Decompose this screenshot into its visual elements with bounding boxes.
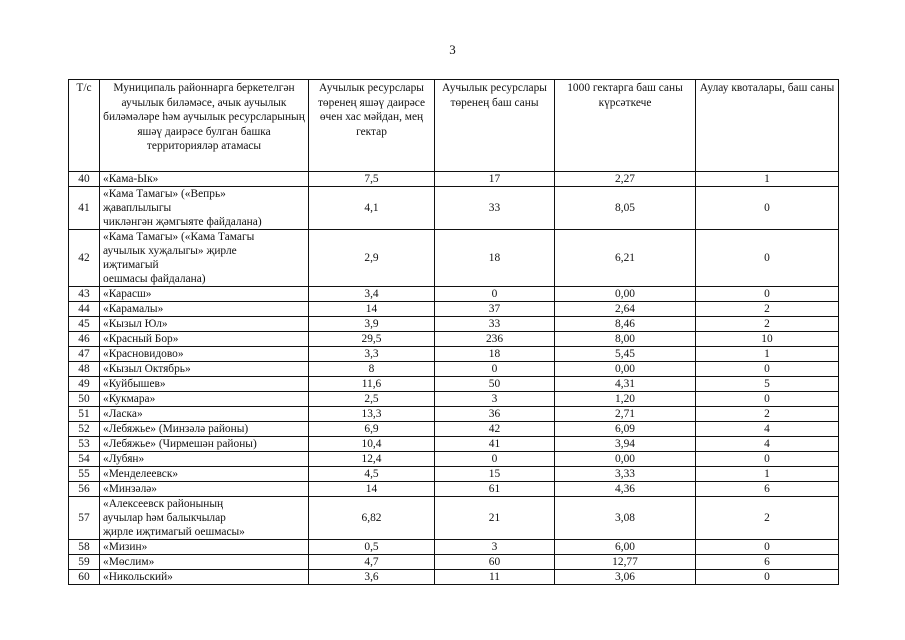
row-density: 4,36 (555, 482, 696, 497)
row-number: 53 (69, 437, 100, 452)
row-territory-name: «Красновидово» (100, 347, 309, 362)
row-area: 6,9 (309, 422, 435, 437)
row-number: 58 (69, 540, 100, 555)
row-density: 0,00 (555, 287, 696, 302)
row-head-count: 3 (435, 540, 555, 555)
table-row (69, 187, 839, 230)
table-row (69, 467, 839, 482)
row-density: 5,45 (555, 347, 696, 362)
row-head-count: 21 (435, 497, 555, 540)
row-territory-name: «Кукмара» (100, 392, 309, 407)
row-quota: 1 (696, 467, 839, 482)
row-number: 57 (69, 497, 100, 540)
row-number: 43 (69, 287, 100, 302)
row-head-count: 37 (435, 302, 555, 317)
row-head-count: 33 (435, 317, 555, 332)
row-area: 8 (309, 362, 435, 377)
table-row (69, 172, 839, 187)
table-row (69, 377, 839, 392)
row-head-count: 41 (435, 437, 555, 452)
table-row (69, 347, 839, 362)
row-density: 3,06 (555, 570, 696, 585)
row-territory-name: «Карамалы» (100, 302, 309, 317)
row-territory-name: «Алексеевск районының аучылар һәм балыкчылар җирле иҗтимагый оешмасы» (100, 497, 309, 540)
row-territory-name: «Лебяжье» (Чирмешән районы) (100, 437, 309, 452)
row-territory-name: «Мөслим» (100, 555, 309, 570)
row-number: 49 (69, 377, 100, 392)
row-number: 46 (69, 332, 100, 347)
row-number: 56 (69, 482, 100, 497)
row-area: 0,5 (309, 540, 435, 555)
row-area: 3,6 (309, 570, 435, 585)
table-row (69, 437, 839, 452)
row-head-count: 33 (435, 187, 555, 230)
row-density: 8,46 (555, 317, 696, 332)
row-area: 10,4 (309, 437, 435, 452)
table-row (69, 422, 839, 437)
row-density: 4,31 (555, 377, 696, 392)
row-number: 44 (69, 302, 100, 317)
row-head-count: 18 (435, 230, 555, 287)
header-territory-name: Муниципаль районнарга беркетелгән аучылык биләмәсе, ачык аучылык биләмәләре һәм аучылык ресурсларының яшәү даирәсе булган башка территорияләр атамасы (100, 80, 309, 172)
table-row (69, 317, 839, 332)
row-quota: 4 (696, 437, 839, 452)
row-territory-name: «Кызыл Юл» (100, 317, 309, 332)
header-quota: Аулау квоталары, баш саны (696, 80, 839, 172)
row-territory-name: «Никольский» (100, 570, 309, 585)
row-area: 14 (309, 302, 435, 317)
table-row (69, 287, 839, 302)
table-row (69, 540, 839, 555)
table-row (69, 497, 839, 540)
table-row (69, 362, 839, 377)
header-area: Аучылык ресурслары төренең яшәү даирәсе өчен хас мәйдан, мең гектар (309, 80, 435, 172)
row-area: 2,5 (309, 392, 435, 407)
row-territory-name: «Лебяжье» (Минзәлә районы) (100, 422, 309, 437)
row-head-count: 0 (435, 452, 555, 467)
row-head-count: 236 (435, 332, 555, 347)
row-quota: 0 (696, 287, 839, 302)
row-density: 3,94 (555, 437, 696, 452)
row-head-count: 61 (435, 482, 555, 497)
row-quota: 0 (696, 362, 839, 377)
row-quota: 4 (696, 422, 839, 437)
header-number: Т/с (69, 80, 100, 172)
row-territory-name: «Кама-Ык» (100, 172, 309, 187)
row-number: 40 (69, 172, 100, 187)
row-territory-name: «Минзәлә» (100, 482, 309, 497)
header-density: 1000 гектарга баш саны күрсәткече (555, 80, 696, 172)
row-area: 3,4 (309, 287, 435, 302)
row-territory-name: «Карасш» (100, 287, 309, 302)
row-quota: 2 (696, 497, 839, 540)
row-quota: 2 (696, 407, 839, 422)
row-head-count: 3 (435, 392, 555, 407)
row-density: 8,05 (555, 187, 696, 230)
row-number: 41 (69, 187, 100, 230)
table-body (69, 172, 839, 585)
row-territory-name: «Менделеевск» (100, 467, 309, 482)
row-number: 50 (69, 392, 100, 407)
row-territory-name: «Куйбышев» (100, 377, 309, 392)
row-number: 54 (69, 452, 100, 467)
table-row (69, 302, 839, 317)
row-head-count: 18 (435, 347, 555, 362)
row-area: 13,3 (309, 407, 435, 422)
row-density: 12,77 (555, 555, 696, 570)
row-head-count: 60 (435, 555, 555, 570)
row-territory-name: «Ласка» (100, 407, 309, 422)
row-number: 55 (69, 467, 100, 482)
row-head-count: 0 (435, 362, 555, 377)
row-density: 6,00 (555, 540, 696, 555)
header-head-count: Аучылык ресурслары төренең баш саны (435, 80, 555, 172)
table-row (69, 407, 839, 422)
row-number: 51 (69, 407, 100, 422)
table-header-row (69, 80, 839, 172)
row-quota: 1 (696, 347, 839, 362)
row-number: 59 (69, 555, 100, 570)
row-area: 2,9 (309, 230, 435, 287)
row-quota: 2 (696, 317, 839, 332)
row-area: 3,9 (309, 317, 435, 332)
row-density: 0,00 (555, 362, 696, 377)
row-density: 3,08 (555, 497, 696, 540)
row-quota: 5 (696, 377, 839, 392)
row-area: 4,1 (309, 187, 435, 230)
row-number: 42 (69, 230, 100, 287)
row-density: 2,71 (555, 407, 696, 422)
row-area: 29,5 (309, 332, 435, 347)
row-head-count: 11 (435, 570, 555, 585)
row-number: 52 (69, 422, 100, 437)
row-area: 11,6 (309, 377, 435, 392)
table-row (69, 452, 839, 467)
row-head-count: 50 (435, 377, 555, 392)
page-number: 3 (449, 42, 456, 57)
row-quota: 0 (696, 392, 839, 407)
row-head-count: 15 (435, 467, 555, 482)
row-quota: 0 (696, 570, 839, 585)
row-territory-name: «Кама Тамагы» («Вепрь» җаваплылыгы чикләнгән җәмгыяте файдалана) (100, 187, 309, 230)
table-row (69, 230, 839, 287)
table-row (69, 555, 839, 570)
row-head-count: 36 (435, 407, 555, 422)
row-quota: 0 (696, 230, 839, 287)
row-number: 45 (69, 317, 100, 332)
row-head-count: 17 (435, 172, 555, 187)
table-row (69, 332, 839, 347)
row-density: 2,27 (555, 172, 696, 187)
row-territory-name: «Мизин» (100, 540, 309, 555)
row-number: 47 (69, 347, 100, 362)
row-area: 3,3 (309, 347, 435, 362)
row-number: 60 (69, 570, 100, 585)
row-territory-name: «Красный Бор» (100, 332, 309, 347)
row-quota: 0 (696, 540, 839, 555)
row-area: 6,82 (309, 497, 435, 540)
row-territory-name: «Лубян» (100, 452, 309, 467)
row-territory-name: «Кама Тамагы» («Кама Тамагы аучылык хуҗалыгы» җирле иҗтимагый оешмасы файдалана) (100, 230, 309, 287)
row-number: 48 (69, 362, 100, 377)
row-territory-name: «Кызыл Октябрь» (100, 362, 309, 377)
row-quota: 0 (696, 187, 839, 230)
hunting-quota-table (68, 79, 839, 585)
row-head-count: 42 (435, 422, 555, 437)
row-density: 8,00 (555, 332, 696, 347)
table-row (69, 570, 839, 585)
row-head-count: 0 (435, 287, 555, 302)
row-area: 14 (309, 482, 435, 497)
row-area: 7,5 (309, 172, 435, 187)
table-row (69, 482, 839, 497)
row-quota: 2 (696, 302, 839, 317)
row-area: 4,5 (309, 467, 435, 482)
row-density: 2,64 (555, 302, 696, 317)
row-quota: 6 (696, 555, 839, 570)
row-density: 0,00 (555, 452, 696, 467)
table-row (69, 392, 839, 407)
row-density: 6,21 (555, 230, 696, 287)
row-quota: 6 (696, 482, 839, 497)
row-quota: 0 (696, 452, 839, 467)
row-area: 4,7 (309, 555, 435, 570)
row-quota: 1 (696, 172, 839, 187)
row-quota: 10 (696, 332, 839, 347)
row-density: 3,33 (555, 467, 696, 482)
row-density: 6,09 (555, 422, 696, 437)
row-density: 1,20 (555, 392, 696, 407)
row-area: 12,4 (309, 452, 435, 467)
